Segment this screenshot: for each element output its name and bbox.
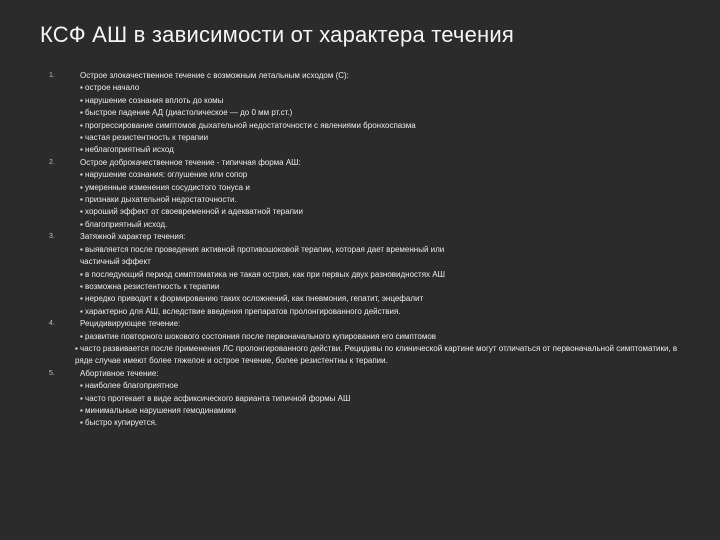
item-number: 3. [49,233,55,241]
item-number: 2. [49,158,55,166]
bullet-line: ▪ выявляется после проведения активной противошоковой терапии, которая дает временный или частичный эффект [80,244,445,267]
bullet-line: ▪ нарушение сознания: оглушение или сопор [80,170,248,180]
item-heading: Рецидивирующее течение: [80,319,181,329]
list-item-2 [0,157,720,231]
bullet-line: ▪ нарушение сознания вплоть до комы [80,95,224,105]
bullet-line: ▪ прогрессирование симптомов дыхательной недостаточности с явлениями бронхоспазма [80,120,416,130]
bullet-line: ▪ быстрое падение АД (диастолическое — до 0 мм рт.ст.) [80,108,293,118]
item-number: 1. [49,72,55,79]
bullet-line: ▪ острое начало [80,83,140,93]
bullet-line: ▪ характерно для АШ, вследствие введения препаратов пролонгированного действия. [80,306,401,316]
bullet-line: ▪ минимальные нарушения гемодинамики [80,405,236,415]
bullet-line: ▪ нередко приводит к формированию таких осложнений, как пневмония, гепатит, энцефалит [80,294,424,304]
slide-title: КСФ АШ в зависимости от характера течения [40,22,514,47]
bullet-line: ▪ быстро купируется. [80,418,158,428]
bullet-line: ▪ наиболее благоприятное [80,381,179,391]
bullet-line: ▪ хороший эффект от своевременной и адекватной терапии [80,207,303,217]
bullet-line: ▪ благоприятный исход. [80,219,168,229]
item-number: 4. [49,320,55,328]
bullet-line: ▪ неблагоприятный исход [80,145,174,155]
list-item-1 [0,70,720,157]
bullet-line: ▪ умеренные изменения сосудистого тонуса и [80,182,250,192]
item-heading: Острое доброкачественное течение - типичная форма АШ: [80,157,301,167]
list-item-3 [0,231,720,318]
item-heading: Острое злокачественное течение с возможным летальным исходом (С): [80,71,349,80]
bullet-line: ▪ развитие повторного шокового состояния после первоначального купирования его симптомов [80,331,437,341]
bullet-line: ▪ в последующий период симптоматика не такая острая, как при первых двух разновидностях АШ [80,269,445,279]
bullet-line: ▪ частая резистентность к терапии [80,133,209,143]
item-number: 5. [49,369,55,377]
list-item-5 [0,368,720,430]
bullet-line: ▪ признаки дыхательной недостаточности. [80,195,237,205]
bullet-line: ▪ возможна резистентность к терапии [80,281,220,291]
item-heading: Абортивное течение: [80,368,159,378]
list-item-4 [0,318,720,368]
item-heading: Затяжной характер течения: [80,232,186,242]
content-list [0,70,720,430]
bullet-line: ▪ часто протекает в виде асфиксического варианта типичной формы АШ [80,393,351,403]
bullet-line-wide: ▪ часто развивается после применения ЛС пролонгированного действи. Рецидивы по клинической картине могут отличаться от первоначальной симптоматики, в ряде случае имеют более тяжелое и острое течение, более резистентны к терапии. [75,343,678,366]
